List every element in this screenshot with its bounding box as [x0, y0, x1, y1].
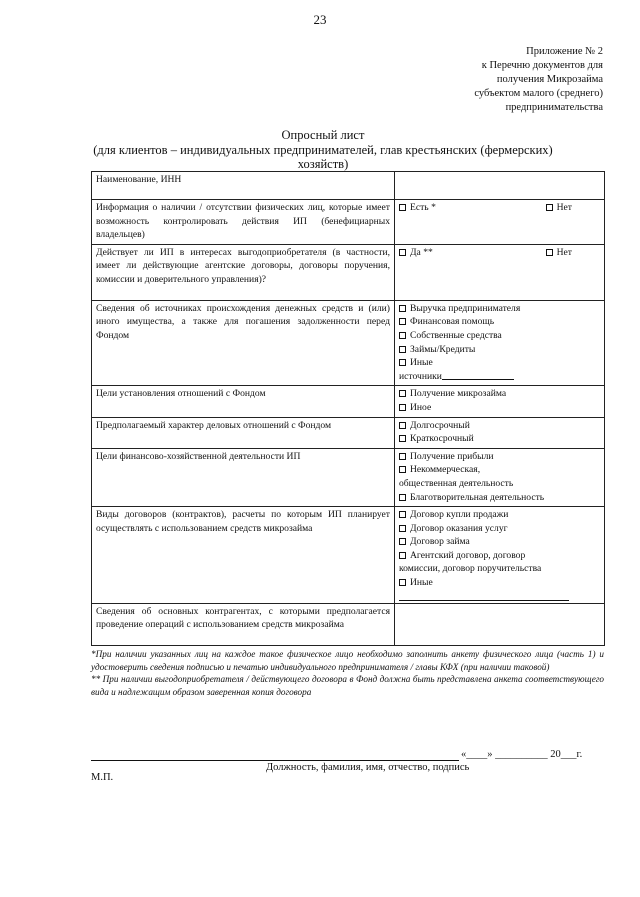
answer-activity-goals: [395, 448, 605, 506]
checkbox-icon[interactable]: [546, 249, 553, 256]
answer-beneficial-owners: [395, 200, 605, 245]
appendix-line: получения Микрозайма: [496, 74, 603, 85]
question-name-inn: Наименование, ИНН: [92, 172, 395, 200]
footnote-2: ** При наличии выгодоприобретателя / действующего договора в Фонд должна быть представлена анкета соответствующего вида и надлежащим образом заверенная копия договора: [91, 674, 604, 697]
signature-row: [91, 749, 591, 763]
option-label: Финансовая помощь: [410, 316, 495, 328]
other-sources-line: [399, 370, 600, 384]
option-label: Иные: [410, 577, 433, 589]
option-get-loan[interactable]: [399, 387, 600, 401]
stamp-place-label: М.П.: [91, 772, 114, 783]
option-non-commercial-cont: общественная деятельность: [399, 477, 514, 489]
question-funds-sources: Сведения об источниках происхождения денежных средств и (или) иного имущества, а также для погашения задолженности перед Фондом: [92, 300, 395, 386]
answer-funds-sources: [395, 300, 605, 386]
fill-in-line[interactable]: [399, 592, 569, 601]
document-title: Опросный лист: [281, 128, 365, 142]
fill-in-line[interactable]: [442, 370, 514, 380]
checkbox-icon[interactable]: [399, 538, 406, 545]
option-non-commercial[interactable]: [399, 463, 600, 477]
question-beneficiary: Действует ли ИП в интересах выгодоприобретателя (в частности, имеет ли действующие агентские договоры, договоры поручения, комиссии и доверительного управления)?: [92, 244, 395, 300]
checkbox-icon[interactable]: [546, 204, 553, 211]
appendix-line: предпринимательства: [505, 102, 603, 113]
option-label: Краткосрочный: [410, 433, 474, 445]
option-own-funds[interactable]: [399, 329, 600, 343]
option-no[interactable]: [546, 201, 572, 215]
option-label: Договор купли продажи: [410, 509, 509, 521]
table-row: [92, 200, 605, 245]
appendix-header: [474, 45, 603, 115]
option-label: Благотворительная деятельность: [410, 491, 545, 503]
table-row: [92, 244, 605, 300]
answer-name-inn[interactable]: [395, 172, 605, 200]
option-label: Нет: [556, 246, 572, 258]
option-label: Займы/Кредиты: [410, 343, 476, 355]
answer-contract-types: [395, 507, 605, 604]
checkbox-icon[interactable]: [399, 552, 406, 559]
checkbox-icon[interactable]: [399, 466, 406, 473]
option-other[interactable]: [399, 356, 600, 370]
checkbox-icon[interactable]: [399, 511, 406, 518]
option-label: Иное: [410, 401, 432, 413]
appendix-line: субъектом малого (среднего): [474, 88, 603, 99]
answer-counterparties[interactable]: [395, 603, 605, 645]
option-revenue[interactable]: [399, 302, 600, 316]
appendix-line: к Перечню документов для: [481, 60, 603, 71]
option-label: Долгосрочный: [410, 419, 470, 431]
footnotes: [91, 648, 604, 698]
option-services-contract[interactable]: [399, 522, 600, 536]
option-purchase-contract[interactable]: [399, 508, 600, 522]
option-label: Получение прибыли: [410, 450, 494, 462]
option-label: Договор займа: [410, 536, 470, 548]
checkbox-icon[interactable]: [399, 390, 406, 397]
question-activity-goals: Цели финансово-хозяйственной деятельности ИП: [92, 448, 395, 506]
option-yes[interactable]: [399, 246, 433, 260]
table-row: [92, 386, 605, 417]
option-label: Нет: [556, 202, 572, 213]
question-counterparties: Сведения об основных контрагентах, с которыми предполагается проведение операций с использованием средств микрозайма: [92, 603, 395, 645]
option-agency-contract[interactable]: [399, 549, 600, 563]
option-loans[interactable]: [399, 343, 600, 357]
checkbox-icon[interactable]: [399, 422, 406, 429]
answer-relationship-goals: [395, 386, 605, 417]
checkbox-icon[interactable]: [399, 249, 406, 256]
option-label: Есть *: [410, 202, 436, 213]
option-label: Собственные средства: [410, 329, 502, 341]
questionnaire-table: [91, 171, 605, 646]
question-relationship-goals: Цели установления отношений с Фондом: [92, 386, 395, 417]
checkbox-icon[interactable]: [399, 494, 406, 501]
appendix-line: Приложение № 2: [526, 46, 603, 57]
checkbox-icon[interactable]: [399, 332, 406, 339]
option-label: Да **: [410, 246, 433, 258]
option-short-term[interactable]: [399, 432, 600, 446]
checkbox-icon[interactable]: [399, 305, 406, 312]
option-label: Выручка предпринимателя: [410, 302, 521, 314]
checkbox-icon[interactable]: [399, 435, 406, 442]
checkbox-icon[interactable]: [399, 579, 406, 586]
question-contract-types: Виды договоров (контрактов), расчеты по которым ИП планирует осуществлять с использованием средств микрозайма: [92, 507, 395, 604]
checkbox-icon[interactable]: [399, 346, 406, 353]
footnote-1: *При наличии указанных лиц на каждое такое физическое лицо необходимо заполнить анкету физического лица (часть 1) и удостоверить сведения подписью и печатью индивидуального предпринимателя / главы КФХ (при наличии таковой): [91, 649, 604, 672]
checkbox-icon[interactable]: [399, 359, 406, 366]
table-row: [92, 172, 605, 200]
option-loan-contract[interactable]: [399, 535, 600, 549]
option-profit[interactable]: [399, 450, 600, 464]
answer-relationship-nature: [395, 417, 605, 448]
option-label: Иные: [410, 357, 433, 369]
table-row: [92, 300, 605, 386]
checkbox-icon[interactable]: [399, 204, 406, 211]
table-row: [92, 507, 605, 604]
checkbox-icon[interactable]: [399, 453, 406, 460]
option-charity[interactable]: [399, 491, 600, 505]
date-field[interactable]: «____» __________ 20___г.: [461, 749, 583, 760]
option-other[interactable]: [399, 576, 600, 590]
option-label: Некоммерческая,: [410, 464, 481, 476]
option-label: источники: [399, 370, 442, 382]
table-row: [92, 603, 605, 645]
signature-line[interactable]: [91, 760, 459, 761]
checkbox-icon[interactable]: [399, 525, 406, 532]
answer-beneficiary: [395, 244, 605, 300]
option-other[interactable]: [399, 401, 600, 415]
option-long-term[interactable]: [399, 419, 600, 433]
signature-caption: Должность, фамилия, имя, отчество, подпись: [266, 762, 470, 773]
table-row: [92, 417, 605, 448]
option-label: Получение микрозайма: [410, 388, 507, 400]
option-label: Договор оказания услуг: [410, 522, 508, 534]
option-financial-aid[interactable]: [399, 315, 600, 329]
table-row: [92, 448, 605, 506]
title-block: [80, 128, 566, 172]
option-label: Агентский договор, договор: [410, 549, 526, 561]
page-number: 23: [313, 12, 327, 27]
option-yes[interactable]: [399, 201, 436, 215]
option-no[interactable]: [546, 246, 572, 260]
option-agency-contract-cont: комиссии, договор поручительства: [399, 563, 542, 575]
checkbox-icon[interactable]: [399, 318, 406, 325]
document-subtitle: (для клиентов – индивидуальных предпринимателей, глав крестьянских (фермерских) хозяйств): [93, 142, 553, 171]
question-relationship-nature: Предполагаемый характер деловых отношений с Фондом: [92, 417, 395, 448]
question-beneficial-owners: Информация о наличии / отсутствии физических лиц, которые имеет возможность контролировать действия ИП (бенефициарных владельцев): [92, 200, 395, 245]
checkbox-icon[interactable]: [399, 404, 406, 411]
